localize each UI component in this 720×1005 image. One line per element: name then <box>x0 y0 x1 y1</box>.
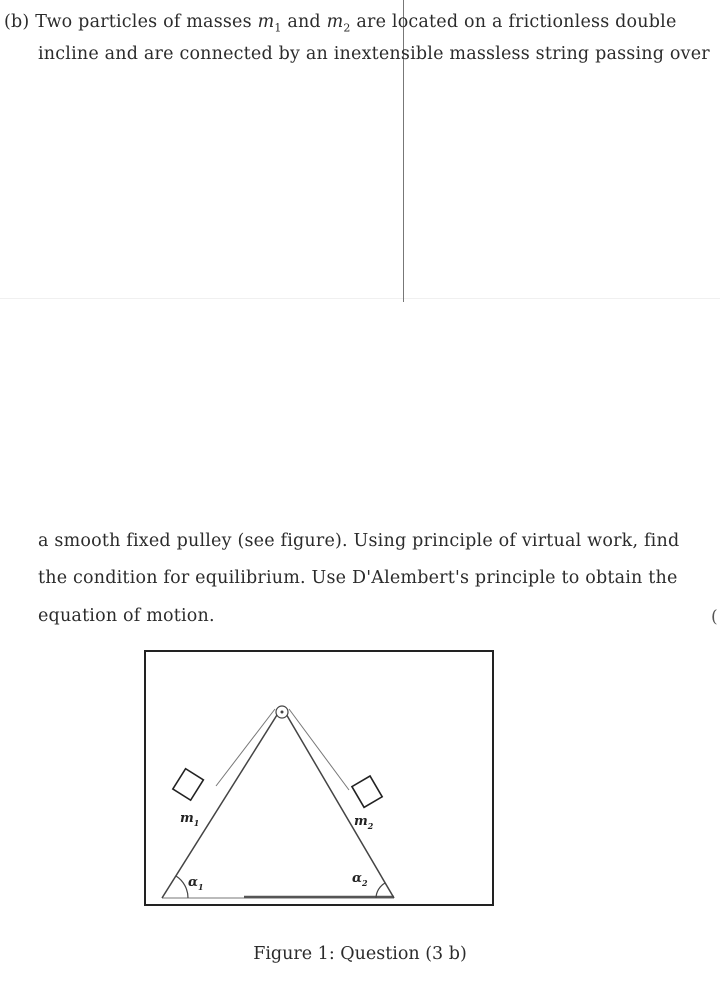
question-line-5: equation of motion. <box>38 606 215 626</box>
scan-artifact-line <box>0 298 720 299</box>
mass-m2-symbol: m <box>326 12 344 32</box>
label-m1: $m_1$ <box>180 811 200 828</box>
question-line-4: the condition for equilibrium. Use D'Alembert's principle to obtain the <box>38 568 678 588</box>
pulley-axle <box>281 711 284 714</box>
double-incline-figure <box>144 650 494 906</box>
line1-and: and <box>287 12 321 32</box>
part-label: (b) <box>4 12 30 32</box>
label-alpha2: $\alpha_2$ <box>352 871 368 888</box>
figure-diagram <box>144 650 494 906</box>
figure-caption: Figure 1: Question (3 b) <box>253 944 467 964</box>
question-line-2: incline and are connected by an inextensible massless string passing over <box>38 44 710 64</box>
question-line-3: a smooth fixed pulley (see figure). Using principle of virtual work, find <box>38 531 680 551</box>
line1-text-b: are located on a frictionless double <box>356 12 677 32</box>
margin-mark: ( <box>711 607 718 627</box>
label-m2: $m_2$ <box>354 814 374 831</box>
mass-m2-subscript: 2 <box>343 21 351 35</box>
mass-m1-subscript: 1 <box>274 21 282 35</box>
mass-m1-symbol: m <box>257 12 275 32</box>
label-alpha1: $\alpha_1$ <box>188 875 204 892</box>
question-line-1 <box>4 12 677 35</box>
line1-text-a: Two particles of masses <box>35 12 252 32</box>
